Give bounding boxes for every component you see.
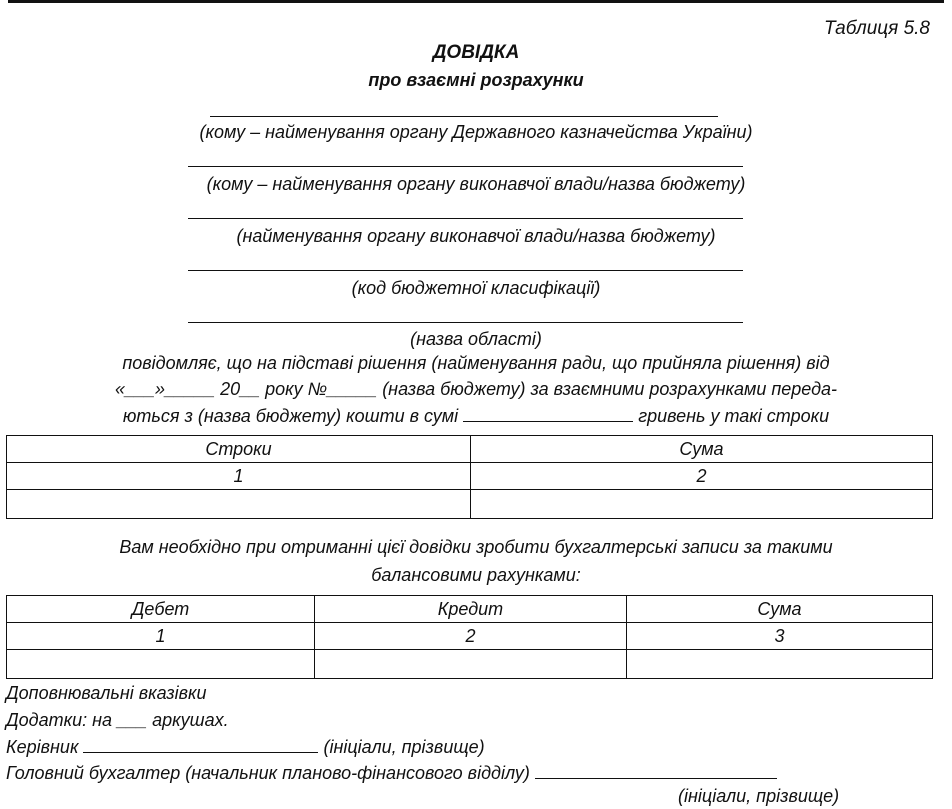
budget-code-caption: (код бюджетної класифікації)	[351, 278, 601, 298]
table-header-row	[7, 436, 933, 463]
document-subtitle: про взаємні розрахунки	[368, 70, 584, 90]
body-line-3	[0, 405, 952, 427]
budget-code-line	[188, 270, 743, 271]
addressee-executive-caption: (кому – найменування органу виконавчої влади/назва бюджету)	[206, 174, 746, 194]
table-number-row	[7, 623, 933, 650]
table-number-cell: 2	[471, 463, 933, 490]
table-header-cell: Сума	[471, 436, 933, 463]
body-line-3-end: гривень у такі строки	[638, 406, 830, 426]
table-header-row	[7, 596, 933, 623]
addressee-treasury-line	[210, 116, 718, 117]
table-cell-empty	[7, 650, 315, 679]
table-row	[7, 650, 933, 679]
table-cell-empty	[471, 490, 933, 519]
top-border-rule	[8, 0, 944, 3]
additional-instructions: Доповнювальні вказівки	[6, 683, 207, 703]
table-row	[7, 490, 933, 519]
table-header-cell: Сума	[627, 596, 933, 623]
sender-caption: (найменування органу виконавчої влади/назва бюджету)	[236, 226, 716, 246]
region-caption: (назва області)	[410, 329, 542, 349]
table-number-cell: 3	[627, 623, 933, 650]
manager-signature-row	[6, 736, 485, 758]
table-header-cell: Строки	[7, 436, 471, 463]
attachments-note: Додатки: на ___ аркушах.	[6, 710, 229, 730]
document-title: ДОВІДКА	[432, 42, 520, 63]
addressee-executive-line	[188, 166, 743, 167]
chief-accountant-signature-line	[535, 762, 777, 779]
table-cell-empty	[627, 650, 933, 679]
sender-line	[188, 218, 743, 219]
table-number-cell: 1	[7, 463, 471, 490]
body-line-1: повідомляє, що на підставі рішення (найменування ради, що прийняла рішення) від	[122, 353, 830, 373]
schedule-table	[6, 435, 933, 519]
table-header-cell: Кредит	[315, 596, 627, 623]
table-number-cell: 2	[315, 623, 627, 650]
body-line-2: «___»_____ 20__ року №_____ (назва бюджету) за взаємними розрахунками переда-	[114, 379, 838, 399]
accounts-table	[6, 595, 933, 679]
table-header-cell: Дебет	[7, 596, 315, 623]
chief-accountant-hint: (ініціали, прізвище)	[678, 786, 840, 806]
manager-label: Керівник	[6, 737, 79, 757]
table-cell-empty	[315, 650, 627, 679]
table-reference: Таблиця 5.8	[823, 18, 930, 39]
table-cell-empty	[7, 490, 471, 519]
table-number-cell: 1	[7, 623, 315, 650]
amount-blank-line	[463, 405, 633, 422]
table-number-row	[7, 463, 933, 490]
manager-hint: (ініціали, прізвище)	[323, 737, 485, 757]
instruction-line-2: балансовими рахунками:	[371, 565, 581, 585]
addressee-treasury-caption: (кому – найменування органу Державного казначейства України)	[199, 122, 753, 142]
instruction-line-1: Вам необхідно при отриманні цієї довідки зробити бухгалтерські записи за такими	[119, 537, 833, 557]
region-line	[188, 322, 743, 323]
chief-accountant-label: Головний бухгалтер (начальник планово-фінансового відділу)	[6, 763, 530, 783]
manager-signature-line	[83, 736, 318, 753]
chief-accountant-row	[6, 762, 777, 784]
body-line-3-start: ються з (назва бюджету) кошти в сумі	[122, 406, 459, 426]
